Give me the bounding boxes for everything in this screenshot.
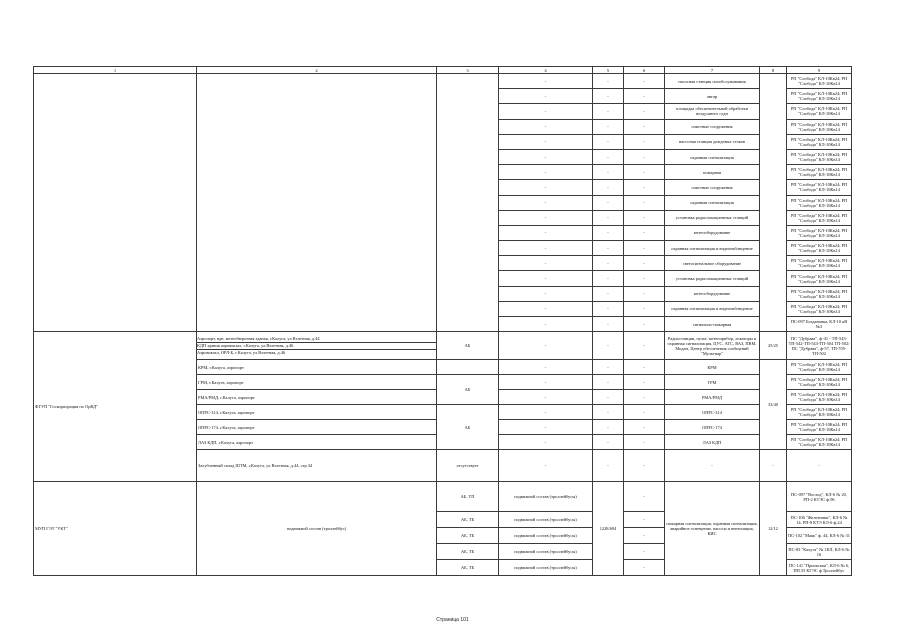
table-cell: ОПРС-314, г.Калуга, аэропорт xyxy=(197,405,437,420)
table-cell: - xyxy=(593,180,624,195)
table-cell: РП "Слобода" КЛ-10Кв24; РП "Слобода" КЛ-10Кв14 xyxy=(787,195,852,210)
table-cell: 12/12 xyxy=(760,482,787,576)
table-cell: - xyxy=(624,390,665,405)
table-cell: ПС-106 "Железники", КЛ-6 № 14, РП-8 КТЭ КЛ-6 ф.24 xyxy=(787,512,852,528)
table-cell: охранная сигнализация и видеонаблюдение xyxy=(665,301,760,316)
table-cell: - xyxy=(624,256,665,271)
table-cell: РП "Слобода" КЛ-10Кв24; РП "Слобода" КЛ-10Кв14 xyxy=(787,180,852,195)
table-cell: РП "Слобода" КЛ-10Кв24; РП "Слобода" КЛ-10Кв14 xyxy=(787,375,852,390)
table-cell: РП "Слобода" КЛ-10Кв24; РП "Слобода" КЛ-10Кв14 xyxy=(787,241,852,256)
table-cell: - xyxy=(593,165,624,180)
col-header: 4 xyxy=(499,67,593,74)
table-cell: насосная станция сиообслуживания xyxy=(665,74,760,89)
table-cell: РП "Слобода" КЛ-10Кв24; РП "Слобода" КЛ-10Кв14 xyxy=(787,301,852,316)
page-footer: Страница 101 xyxy=(436,617,469,623)
table-cell: подвижной состав (троллейбусы) xyxy=(499,544,593,560)
table-cell: РП "Слобода" КЛ-10Кв24; РП "Слобода" КЛ-10Кв14 xyxy=(787,74,852,89)
table-cell: очистные сооружения xyxy=(665,119,760,134)
table-cell: - xyxy=(499,390,593,405)
table-cell: - xyxy=(593,301,624,316)
table-cell: - xyxy=(624,332,665,360)
table-cell: - xyxy=(624,89,665,104)
table-cell: подвижной состав (троллейбусы) xyxy=(499,560,593,576)
table-cell: АБ, ТБ xyxy=(437,528,499,544)
table-cell: площадка обеспечительной обработки воздушного судн xyxy=(665,104,760,119)
table-cell: - xyxy=(499,450,593,482)
table-cell: - xyxy=(593,210,624,225)
table-cell: - xyxy=(499,165,593,180)
col-header: 3 xyxy=(437,67,499,74)
table-cell: установка радиолокационных станций xyxy=(665,271,760,286)
table-cell: РП "Слобода" КЛ-10Кв24; РП "Слобода" КЛ-10Кв14 xyxy=(787,210,852,225)
table-cell: метеооборудование xyxy=(665,286,760,301)
table-cell: охранная сигнализация xyxy=(665,149,760,164)
table-cell: ПС-83 "Калуга" № 1КЛ, КЛ-6 № 16 xyxy=(787,544,852,560)
table-cell: - xyxy=(593,271,624,286)
table-cell: - xyxy=(624,149,665,164)
table-cell: - xyxy=(624,420,665,435)
table-cell: РП "Слобода" КЛ-10Кв24; РП "Слобода" КЛ-10Кв14 xyxy=(787,271,852,286)
table-cell: РМА/РМД, г.Калуга, аэропорт xyxy=(197,390,437,405)
table-cell: установка радиолокационных станций xyxy=(665,210,760,225)
table-cell: РП "Слобода" КЛ-10Кв24; РП "Слобода" КЛ-10Кв14 xyxy=(787,360,852,375)
table-cell: - xyxy=(593,405,624,420)
table-cell: - xyxy=(593,317,624,332)
table-cell: - xyxy=(499,119,593,134)
table-cell: ПС-141 "Приокская", КЛ-6 № 6, ПП.55 КГЭС ф.Троллейбус xyxy=(787,560,852,576)
table-cell: РМА/РМД xyxy=(665,390,760,405)
table-cell: - xyxy=(624,210,665,225)
table-cell: - xyxy=(787,450,852,482)
table-cell: - xyxy=(499,360,593,375)
table-cell: - xyxy=(593,119,624,134)
table-cell: - xyxy=(593,89,624,104)
table-cell: - xyxy=(499,301,593,316)
table-cell: КРМ xyxy=(665,360,760,375)
table-cell: - xyxy=(624,241,665,256)
address-line: Аэропорт, вдн. метеобюроевая зданая, г.Калуга, ул.Взлетная, д.44 xyxy=(197,336,436,343)
table-cell: - xyxy=(499,256,593,271)
table-cell: - xyxy=(499,271,593,286)
table-cell: насосная станция дождевых стоков xyxy=(665,134,760,149)
table-cell: ЛАЗ КДП xyxy=(665,435,760,450)
table-cell: - xyxy=(624,544,665,560)
table-cell: - xyxy=(499,405,593,420)
table-cell: подвижной состав (троллейбусы) xyxy=(499,528,593,544)
table-cell: РП "Слобода" КЛ-10Кв24; РП "Слобода" КЛ-10Кв14 xyxy=(787,149,852,164)
col-header: 8 xyxy=(760,67,787,74)
table-cell: РП "Слобода" КЛ-10Кв24; РП "Слобода" КЛ-10Кв14 xyxy=(787,256,852,271)
col-header: 7 xyxy=(665,67,760,74)
table-cell: РП "Слобода" КЛ-10Кв24; РП "Слобода" КЛ-10Кв14 xyxy=(787,435,852,450)
table-cell: - xyxy=(760,450,787,482)
table-cell: - xyxy=(499,89,593,104)
table-cell: - xyxy=(499,104,593,119)
table-cell xyxy=(437,360,499,375)
table-cell: охранная сигнализация и видеонаблюдение xyxy=(665,241,760,256)
table-cell: - xyxy=(624,104,665,119)
table-cell: - xyxy=(624,435,665,450)
table-cell: КРМ, г.Калуга, аэропорт xyxy=(197,360,437,375)
table-cell: ПС-097 Богдановка, КЛ-10 кВ №3 xyxy=(787,317,852,332)
table-cell: - xyxy=(499,286,593,301)
table-cell: 1228/694 xyxy=(593,482,624,576)
table-cell: ОПРС-174, г.Калуга, аэропорт xyxy=(197,420,437,435)
table-cell: - xyxy=(499,420,593,435)
table-cell: - xyxy=(624,225,665,240)
table-cell: АБ xyxy=(437,375,499,405)
table-cell: - xyxy=(593,134,624,149)
table-cell: - xyxy=(624,405,665,420)
table-cell: АБ xyxy=(437,332,499,360)
table-cell: 33/40 xyxy=(760,360,787,450)
table-cell: - xyxy=(499,74,593,89)
table-cell: - xyxy=(499,225,593,240)
table-cell: РП "Слобода" КЛ-10Кв24; РП "Слобода" КЛ-10Кв14 xyxy=(787,119,852,134)
table-cell: АБ xyxy=(437,405,499,450)
table-cell: светосигнальное оборудование xyxy=(665,256,760,271)
address-line: Аэровокзал, ОРЛ-Б, г.Калуга, ул.Взлетная, д.46 xyxy=(197,349,286,355)
table-cell: ЛАЗ КДП, г.Калуга, аэропорт xyxy=(197,435,437,450)
table-cell: пожарная xyxy=(665,165,760,180)
table-row xyxy=(34,482,852,512)
table-row xyxy=(34,332,852,360)
table-cell: ОПРС-174 xyxy=(665,420,760,435)
table-cell: - xyxy=(499,375,593,390)
table-cell: охранная сигнализация xyxy=(665,195,760,210)
table-cell: подвижной состав (троллейбус) xyxy=(197,482,437,576)
table-cell: РП "Слобода" КЛ-10Кв24; РП "Слобода" КЛ-10Кв14 xyxy=(787,390,852,405)
table-cell: - xyxy=(624,165,665,180)
table-cell: ГРМ, г.Калуга, аэропорт xyxy=(197,375,437,390)
table-cell xyxy=(197,74,437,332)
table-cell: - xyxy=(593,149,624,164)
table-cell: Залубленный склад ШТМ, г.Калуга, ул.Взлетная, д.44, стр.34 xyxy=(197,450,437,482)
table-cell: - xyxy=(593,420,624,435)
header-row xyxy=(34,67,852,74)
table-row xyxy=(34,74,852,89)
table-cell: - xyxy=(624,360,665,375)
table-cell: - xyxy=(624,74,665,89)
table-cell: РП "Слобода" КЛ-10Кв24; РП "Слобода" КЛ-10Кв14 xyxy=(787,104,852,119)
table-cell: ПС "Дубрава", ф-41 - ТП-543-ТП-542-ТП-543-ТП-504 ТП-502/ ПС "Дубрава", ф-57, ТП-705-ТП-502 xyxy=(787,332,852,360)
table-cell: - xyxy=(593,195,624,210)
table-cell: пожарная сигнализация, охранная сигнализация, аварийное освещение, насосы и вентиляция, КИС xyxy=(665,482,760,576)
table-cell: РП "Слобода" КЛ-10Кв24; РП "Слобода" КЛ-10Кв14 xyxy=(787,286,852,301)
table-cell: РП "Слобода" КЛ-10Кв24; РП "Слобода" КЛ-10Кв14 xyxy=(787,165,852,180)
table-cell: - xyxy=(499,149,593,164)
table-cell: очистные сооружения xyxy=(665,180,760,195)
col-header: 5 xyxy=(593,67,624,74)
table-cell: - xyxy=(593,332,624,360)
table-cell: - xyxy=(624,180,665,195)
table-cell: - xyxy=(593,286,624,301)
col-header: 1 xyxy=(34,67,197,74)
table-cell: - xyxy=(499,195,593,210)
table-cell: - xyxy=(624,450,665,482)
table-cell: 25/25 xyxy=(760,332,787,360)
table-cell: ПС-097 "Восход", КЛ-6 № 20, РП-2 КТЭС ф.96 xyxy=(787,482,852,512)
table-cell: метеооборудование xyxy=(665,225,760,240)
table-cell: подвижной состав (троллейбусы) xyxy=(499,482,593,512)
table-cell: - xyxy=(499,332,593,360)
table-cell: РП "Слобода" КЛ-10Кв24; РП "Слобода" КЛ-10Кв14 xyxy=(787,420,852,435)
table-cell: - xyxy=(624,375,665,390)
table-cell xyxy=(34,74,197,332)
table-cell: - xyxy=(593,450,624,482)
table-cell: - xyxy=(624,195,665,210)
table-cell: - xyxy=(593,375,624,390)
table-cell: - xyxy=(499,210,593,225)
table-cell: - xyxy=(593,104,624,119)
data-table xyxy=(33,66,852,576)
table-cell: - xyxy=(593,74,624,89)
table-cell: - xyxy=(624,271,665,286)
table-cell: РП "Слобода" КЛ-10Кв24; РП "Слобода" КЛ-10Кв14 xyxy=(787,134,852,149)
table-cell: - xyxy=(624,560,665,576)
col-header: 6 xyxy=(624,67,665,74)
table-cell: - xyxy=(624,528,665,544)
table-cell: - xyxy=(593,435,624,450)
table-cell: - xyxy=(593,390,624,405)
table-cell xyxy=(760,74,787,332)
table-cell: - xyxy=(624,482,665,512)
table-cell: - xyxy=(593,360,624,375)
table-cell: ПС-102 "Маяк" ф. 44, КЛ-6 № 31 xyxy=(787,528,852,544)
table-cell: - xyxy=(665,450,760,482)
table-cell: сигнально-пожарная xyxy=(665,317,760,332)
address-list xyxy=(197,332,437,360)
table-cell: Радиостанции, пульт, метеоприбор, локаторы и охранная сигнализация, ЦУС, АТС, ВАЗ, ПВМ, Модем, Центр обеспечения сообщений "Мультиар" xyxy=(665,332,760,360)
table-cell: - xyxy=(593,241,624,256)
table-cell: АБ, ТБ xyxy=(437,512,499,528)
org-name: ФГУП "Госкорпорация по ОрВД" xyxy=(34,332,197,482)
table-cell: - xyxy=(624,301,665,316)
table-cell: РП "Слобода" КЛ-10Кв24; РП "Слобода" КЛ-10Кв14 xyxy=(787,405,852,420)
table-cell: АБ, ТБ xyxy=(437,560,499,576)
table-cell: - xyxy=(624,317,665,332)
table-cell: - xyxy=(499,317,593,332)
table-cell: - xyxy=(593,225,624,240)
table-cell: АБ, ТП xyxy=(437,482,499,512)
table-cell: РП "Слобода" КЛ-10Кв24; РП "Слобода" КЛ-10Кв14 xyxy=(787,89,852,104)
table-cell: - xyxy=(499,241,593,256)
col-header: 9 xyxy=(787,67,852,74)
table-cell: подвижной состав (троллейбусы) xyxy=(499,512,593,528)
table-cell xyxy=(437,74,499,332)
table-cell: - xyxy=(499,180,593,195)
table-cell: ОПРС-314 xyxy=(665,405,760,420)
table-cell: РП "Слобода" КЛ-10Кв24; РП "Слобода" КЛ-10Кв14 xyxy=(787,225,852,240)
address-line: КДП здания аэровокзал, г.Калуга, ул.Взлетная, д.46 xyxy=(197,343,436,350)
table-cell: ГРМ xyxy=(665,375,760,390)
table-cell: - xyxy=(624,286,665,301)
table-cell: - xyxy=(624,134,665,149)
table-cell: - xyxy=(624,119,665,134)
table-cell: АБ, ТБ xyxy=(437,544,499,560)
table-cell: - xyxy=(499,435,593,450)
org-name: МУП ГЭТ "УКТ" xyxy=(34,482,197,576)
table-cell: ангар xyxy=(665,89,760,104)
table-cell: - xyxy=(624,512,665,528)
table-cell: - xyxy=(499,134,593,149)
col-header: 2 xyxy=(197,67,437,74)
table-cell: - xyxy=(593,256,624,271)
table-cell: отсутствует xyxy=(437,450,499,482)
